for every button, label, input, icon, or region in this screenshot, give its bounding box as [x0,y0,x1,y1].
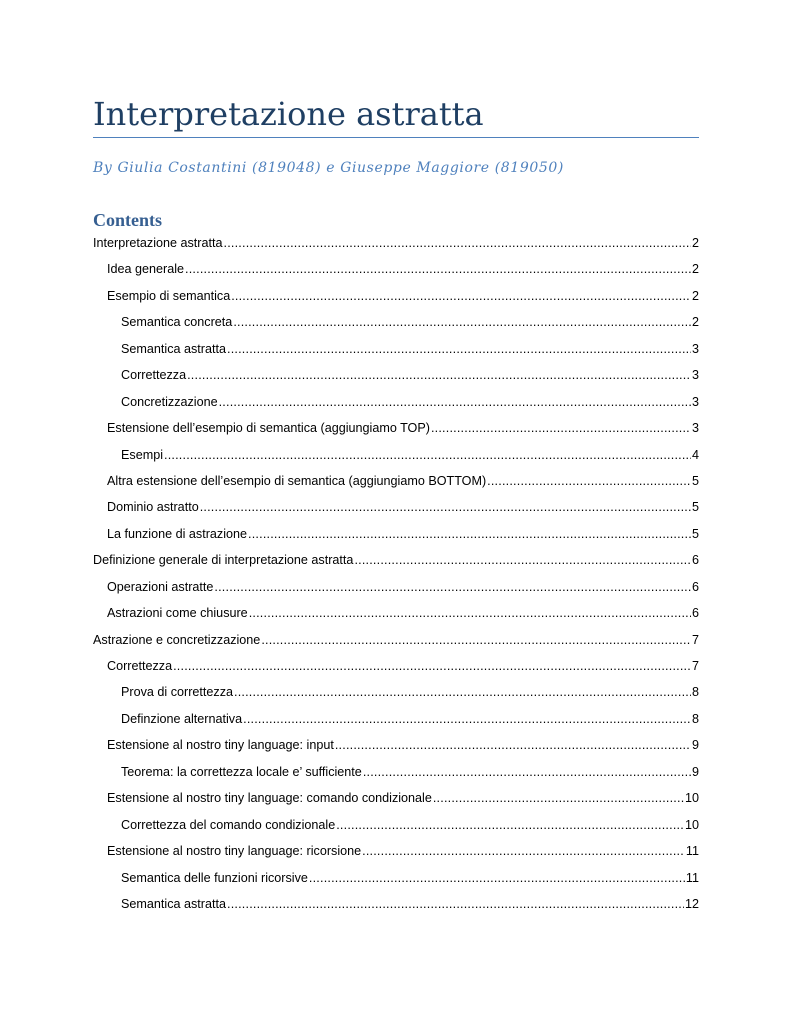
toc-dot-leader [243,709,691,729]
toc-entry[interactable] [93,762,699,788]
toc-entry-title[interactable]: Correttezza [107,659,173,673]
toc-entry[interactable] [93,656,699,682]
toc-entry[interactable] [93,788,699,814]
toc-dot-leader [363,762,691,782]
toc-entry-title[interactable]: Estensione al nostro tiny language: comando condizionale [107,791,432,806]
toc-entry-page-number[interactable]: 5 [691,473,699,488]
toc-entry-title[interactable]: Esempi [121,447,163,462]
toc-entry[interactable] [93,709,699,735]
toc-entry[interactable] [93,339,699,365]
toc-entry-page-number[interactable]: 5 [691,526,699,541]
toc-entry[interactable] [93,497,699,523]
toc-entry-title[interactable]: Concretizzazione [121,394,218,409]
toc-dot-leader [173,656,691,676]
toc-entry-page-number[interactable]: 6 [691,606,699,621]
toc-dot-leader [214,577,691,597]
toc-entry-page-number[interactable]: 3 [691,421,699,436]
toc-entry-page-number[interactable]: 7 [691,659,699,673]
toc-dot-leader [335,735,691,755]
toc-dot-leader [185,259,691,279]
toc-entry-title[interactable]: Estensione al nostro tiny language: input [107,738,334,753]
toc-entry-title[interactable]: Dominio astratto [107,500,199,515]
toc-dot-leader [219,392,691,412]
toc-entry-page-number[interactable]: 3 [691,394,699,409]
toc-entry-title[interactable]: Estensione dell’esempio di semantica (aggiungiamo TOP) [107,421,430,436]
toc-entry[interactable] [93,524,699,550]
toc-dot-leader [487,471,691,491]
toc-dot-leader [187,365,691,385]
toc-entry-title[interactable]: Interpretazione astratta [93,236,223,250]
toc-entry-page-number[interactable]: 2 [691,236,699,250]
toc-entry-title[interactable]: Idea generale [107,262,185,277]
toc-entry[interactable] [93,603,699,629]
toc-dot-leader [431,418,691,438]
toc-entry-page-number[interactable]: 7 [691,632,699,647]
toc-dot-leader [309,868,685,888]
toc-entry-title[interactable]: Altra estensione dell’esempio di semantica (aggiungiamo BOTTOM) [107,473,487,488]
title-underline [93,137,699,138]
toc-entry[interactable] [93,471,699,497]
toc-entry[interactable] [93,630,699,656]
toc-entry-title[interactable]: Correttezza [121,368,187,383]
toc-entry[interactable] [93,815,699,841]
toc-entry-title[interactable]: Teorema: la correttezza locale e’ sufficiente [121,764,362,779]
toc-entry-title[interactable]: Definzione alternativa [121,711,243,726]
toc-entry[interactable] [93,682,699,708]
toc-entry[interactable] [93,550,699,576]
toc-entry-page-number[interactable]: 8 [691,711,699,726]
toc-entry-title[interactable]: Astrazione e concretizzazione [93,632,261,647]
toc-entry-title[interactable]: Correttezza del comando condizionale [121,817,336,832]
toc-dot-leader [336,815,684,835]
toc-dot-leader [248,524,691,544]
toc-entry[interactable] [93,392,699,418]
toc-heading: Contents [93,210,163,230]
toc-entry-page-number[interactable]: 6 [691,579,699,594]
toc-entry-page-number[interactable]: 11 [685,870,699,885]
toc-entry-page-number[interactable]: 12 [684,896,699,911]
toc-entry[interactable] [93,868,699,894]
toc-entry-title[interactable]: Definizione generale di interpretazione astratta [93,553,354,568]
toc-dot-leader [231,286,691,306]
toc-entry-page-number[interactable]: 2 [691,288,699,303]
toc-entry[interactable] [93,259,699,285]
toc-entry-title[interactable]: Estensione al nostro tiny language: ricorsione [107,844,362,859]
toc-dot-leader [433,788,684,808]
toc-entry-title[interactable]: Semantica delle funzioni ricorsive [121,870,308,885]
toc-dot-leader [227,894,684,914]
toc-dot-leader [224,233,691,253]
toc-entry-title[interactable]: La funzione di astrazione [107,526,248,541]
toc-dot-leader [164,445,691,465]
toc-entry[interactable] [93,286,699,312]
toc-entry-page-number[interactable]: 2 [691,262,699,277]
toc-dot-leader [362,841,685,861]
toc-entry[interactable] [93,312,699,338]
toc-entry[interactable] [93,233,699,259]
toc-entry-page-number[interactable]: 8 [691,685,699,700]
toc-entry-page-number[interactable]: 3 [691,368,699,383]
toc-dot-leader [261,630,691,650]
toc-entry[interactable] [93,445,699,471]
toc-entry[interactable] [93,365,699,391]
toc-entry-title[interactable]: Operazioni astratte [107,579,214,594]
toc-entry[interactable] [93,894,699,920]
toc-dot-leader [249,603,691,623]
toc-entry-page-number[interactable]: 11 [685,844,699,859]
toc-entry[interactable] [93,841,699,867]
toc-entry-page-number[interactable]: 9 [691,764,699,779]
toc-entry-page-number[interactable]: 4 [691,447,699,462]
toc-entry-page-number[interactable]: 10 [684,791,699,806]
toc-dot-leader [227,339,691,359]
toc-entry-title[interactable]: Esempio di semantica [107,288,231,303]
toc-entry-page-number[interactable]: 5 [691,500,699,515]
toc-entry-page-number[interactable]: 10 [684,817,699,832]
toc-dot-leader [354,550,691,570]
toc-dot-leader [200,497,691,517]
table-of-contents [93,233,699,920]
toc-dot-leader [234,682,691,702]
toc-entry-title[interactable]: Astrazioni come chiusure [107,606,248,621]
toc-entry-page-number[interactable]: 3 [691,341,699,356]
toc-entry-page-number[interactable]: 9 [691,738,699,753]
toc-entry[interactable] [93,418,699,444]
toc-entry-title[interactable]: Semantica concreta [121,315,233,330]
toc-entry-page-number[interactable]: 2 [691,315,699,330]
toc-entry[interactable] [93,577,699,603]
toc-entry-title[interactable]: Semantica astratta [121,341,226,356]
toc-entry-title[interactable]: Semantica astratta [121,896,226,911]
toc-dot-leader [233,312,691,332]
document-title: Interpretazione astratta [93,95,484,133]
toc-entry-title[interactable]: Prova di correttezza [121,685,233,700]
toc-entry[interactable] [93,735,699,761]
document-subtitle: By Giulia Costantini (819048) e Giuseppe Maggiore (819050) [93,160,564,176]
toc-entry-page-number[interactable]: 6 [691,553,699,568]
